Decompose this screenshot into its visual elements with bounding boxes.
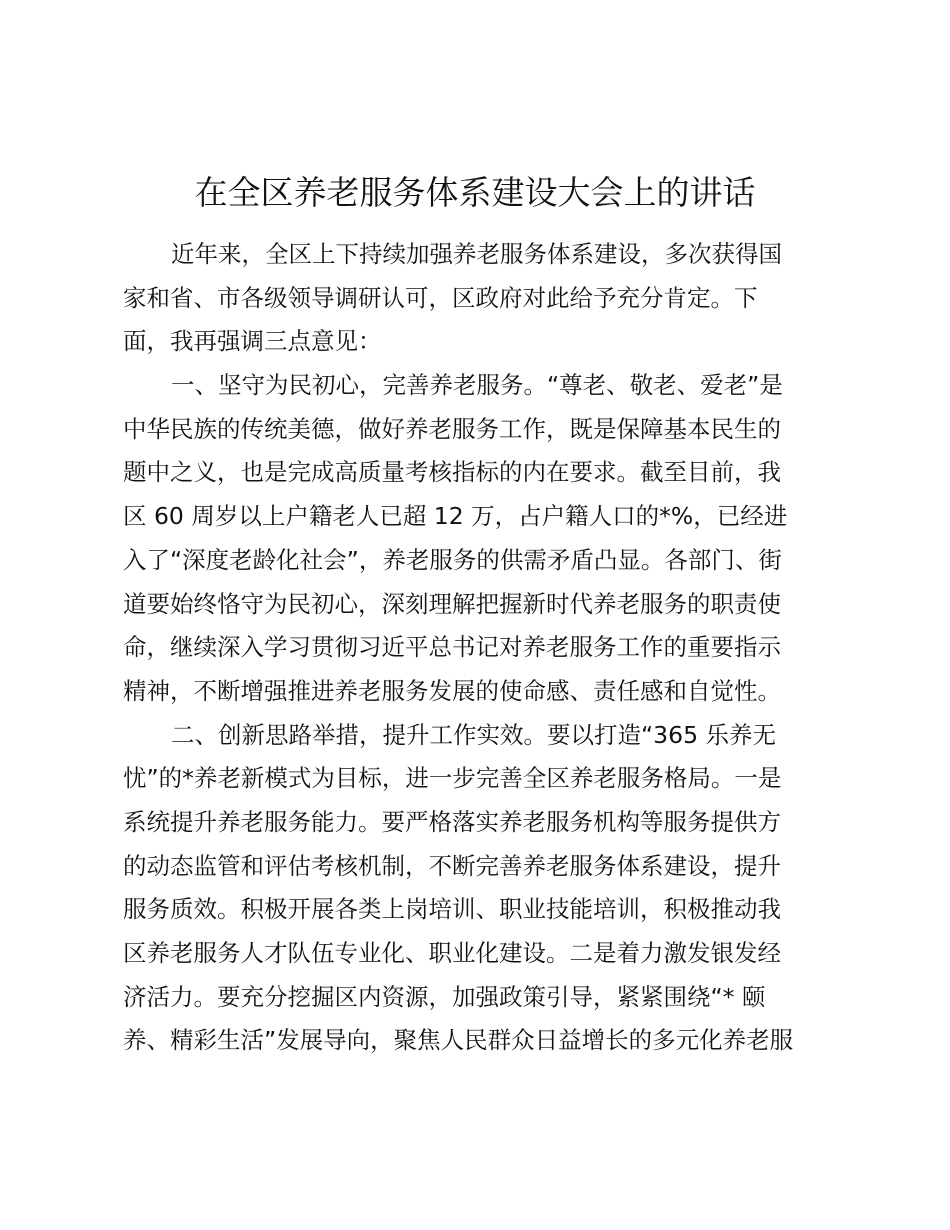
body-line: 近年来，全区上下持续加强养老服务体系建设，多次获得国 bbox=[171, 240, 782, 268]
body-line: 道要始终恪守为民初心，深刻理解把握新时代养老服务的职责使 bbox=[123, 589, 781, 618]
document-body bbox=[123, 233, 835, 1063]
body-line: 精神，不断增强推进养老服务发展的使命感、责任感和自觉性。 bbox=[123, 676, 781, 705]
body-line: 济活力。要充分挖掘区内资源，加强政策引导，紧紧围绕“* 颐 bbox=[123, 982, 766, 1011]
body-line: 忧”的*养老新模式为目标，进一步完善全区养老服务格局。一是 bbox=[123, 764, 782, 793]
body-line: 中华民族的传统美德，做好养老服务工作，既是保障基本民生的 bbox=[123, 414, 781, 443]
body-line: 面，我再强调三点意见： bbox=[123, 327, 382, 356]
body-line: 系统提升养老服务能力。要严格落实养老服务机构等服务提供方 bbox=[123, 807, 781, 836]
body-line: 题中之义，也是完成高质量考核指标的内在要求。截至目前，我 bbox=[123, 458, 781, 487]
body-line: 入了“深度老龄化社会”，养老服务的供需矛盾凸显。各部门、街 bbox=[123, 545, 782, 574]
document-title: 在全区养老服务体系建设大会上的讲话 bbox=[194, 173, 756, 212]
body-line: 养、精彩生活”发展导向，聚焦人民群众日益增长的多元化养老服 bbox=[123, 1026, 794, 1055]
body-line: 二、创新思路举措，提升工作实效。要以打造“365 乐养无 bbox=[171, 720, 776, 749]
body-line: 服务质效。积极开展各类上岗培训、职业技能培训，积极推动我 bbox=[123, 895, 781, 924]
body-line: 一、坚守为民初心，完善养老服务。“尊老、敬老、爱老”是 bbox=[171, 371, 783, 400]
body-line: 命，继续深入学习贯彻习近平总书记对养老服务工作的重要指示 bbox=[123, 633, 781, 662]
body-line: 家和省、市各级领导调研认可，区政府对此给予充分肯定。下 bbox=[123, 283, 758, 312]
body-line: 区 60 周岁以上户籍老人已超 12 万，占户籍人口的*%，已经进 bbox=[123, 502, 788, 531]
body-line: 的动态监管和评估考核机制，不断完善养老服务体系建设，提升 bbox=[123, 851, 781, 880]
body-line: 区养老服务人才队伍专业化、职业化建设。二是着力激发银发经 bbox=[123, 939, 781, 967]
